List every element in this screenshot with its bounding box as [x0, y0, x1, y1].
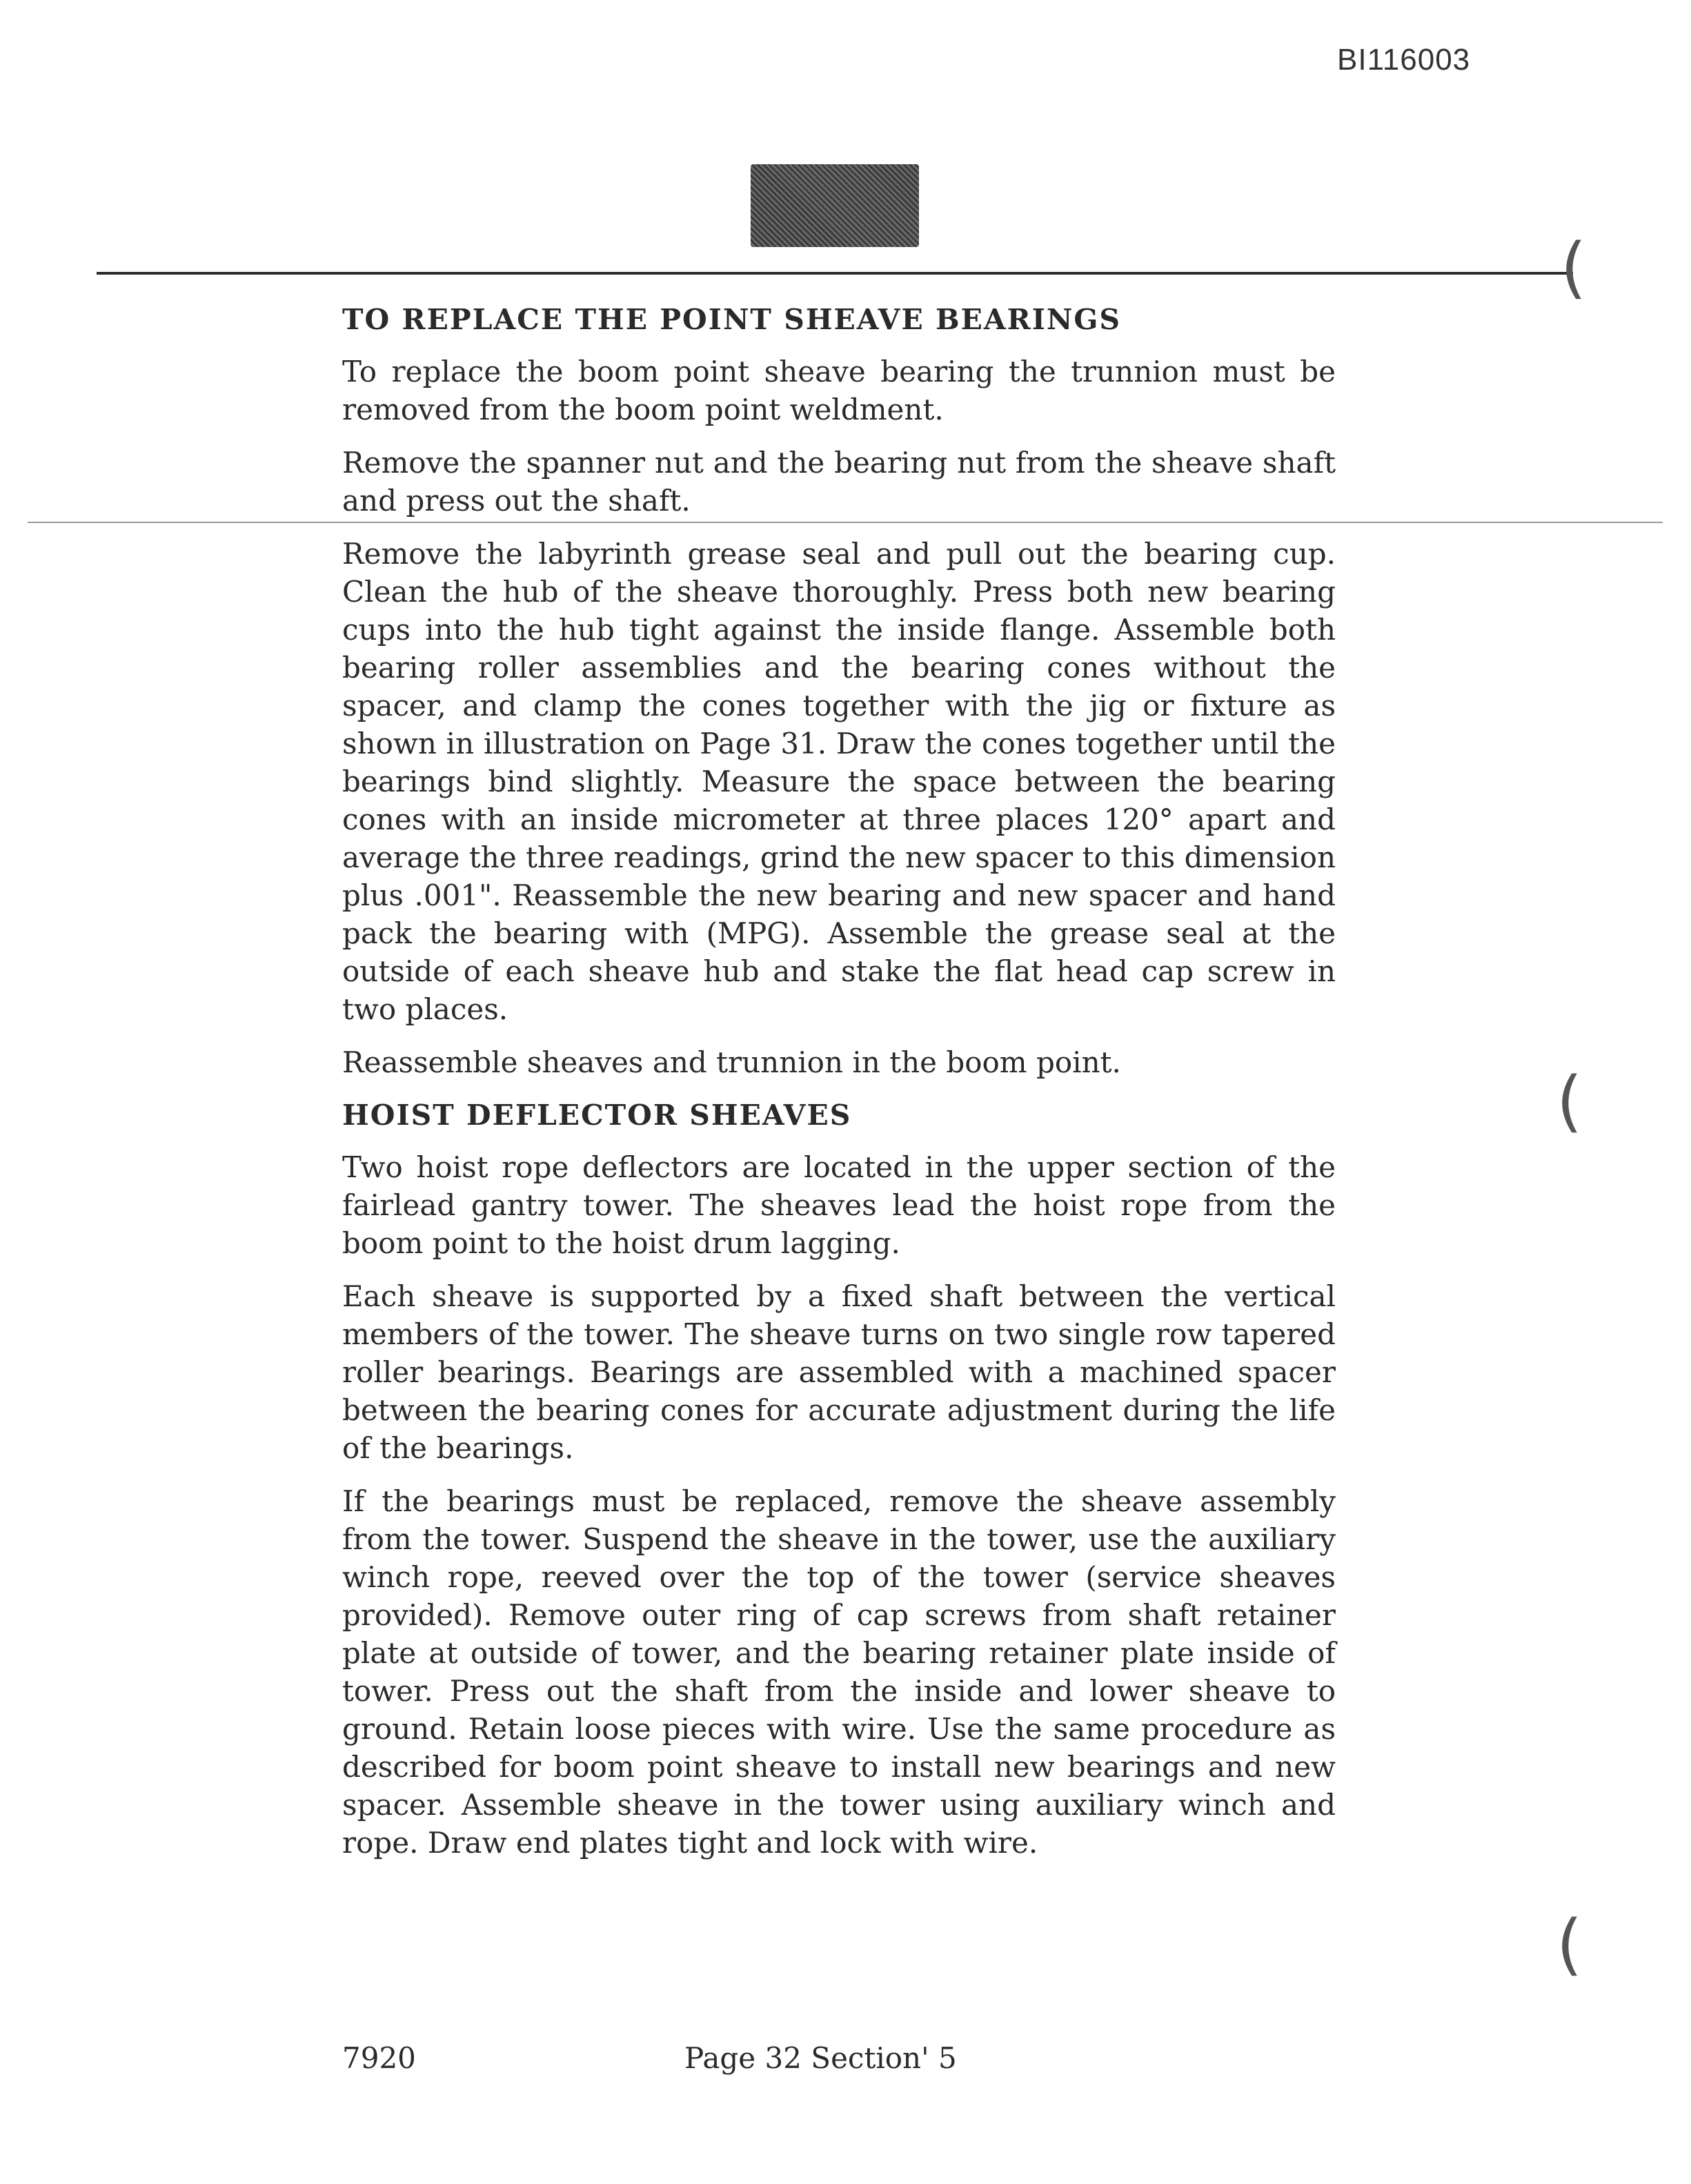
paragraph: Remove the labyrinth grease seal and pull out the bearing cup. Clean the hub of the sheave thoroughly. Press both new bearing cups into the hub tight against the inside flange. Assemble both bearing roller assemblies and the bearing cones without the spacer, and clamp the cones together with the jig or fixture as shown in illustration on Page 31. Draw the cones together until the bearings bind slightly. Measure the space between the bearing cones with an inside micrometer at three places 120° apart and average the three readings, grind the new spacer to this dimension plus .001". Reassemble the new bearing and new spacer and hand pack the bearing with (MPG). Assemble the grease seal at the outside of each sheave hub and stake the flat head cap screw in two places.	[342, 537, 1336, 1026]
binder-hole-mark: (	[1556, 1063, 1583, 1140]
binder-hole-mark: (	[1556, 1906, 1583, 1983]
header-rule	[97, 272, 1573, 275]
paragraph: Remove the spanner nut and the bearing nut from the sheave shaft and press out the shaft.	[342, 446, 1336, 518]
section-point-sheave	[342, 301, 1336, 1081]
paragraph: Two hoist rope deflectors are located in the upper section of the fairlead gantry tower. The sheaves lead the hoist rope from the boom point to the hoist drum lagging.	[342, 1150, 1336, 1260]
section-heading: TO REPLACE THE POINT SHEAVE BEARINGS	[342, 303, 1122, 336]
footer-document-number: 7920	[342, 2041, 416, 2075]
document-id: BI116003	[1337, 43, 1471, 77]
page-body	[342, 301, 1336, 1877]
section-heading: HOIST DEFLECTOR SHEAVES	[342, 1099, 852, 1132]
section-hoist-deflector	[342, 1096, 1336, 1862]
paragraph: Reassemble sheaves and trunnion in the boom point.	[342, 1045, 1121, 1079]
binder-hole-mark: (	[1561, 229, 1587, 306]
paragraph: If the bearings must be replaced, remove the sheave assembly from the tower. Suspend the sheave in the tower, use the auxiliary winch rope, reeved over the top of the tower (service sheaves provided). Remove outer ring of cap screws from shaft retainer plate at outside of tower, and the bearing retainer plate inside of tower. Press out the shaft from the inside and lower sheave to ground. Retain loose pieces with wire. Use the same procedure as described for boom point sheave to install new bearings and new spacer. Assemble sheave in the tower using auxiliary winch and rope. Draw end plates tight and lock with wire.	[342, 1484, 1336, 1860]
company-logo	[751, 164, 919, 247]
paragraph: To replace the boom point sheave bearing the trunnion must be removed from the boom point weldment.	[342, 355, 1336, 426]
footer-page-label: Page 32 Section' 5	[684, 2041, 957, 2075]
paragraph: Each sheave is supported by a fixed shaft between the vertical members of the tower. The sheave turns on two single row tapered roller bearings. Bearings are assembled with a machined spacer between the bearing cones for accurate adjustment during the life of the bearings.	[342, 1279, 1336, 1465]
